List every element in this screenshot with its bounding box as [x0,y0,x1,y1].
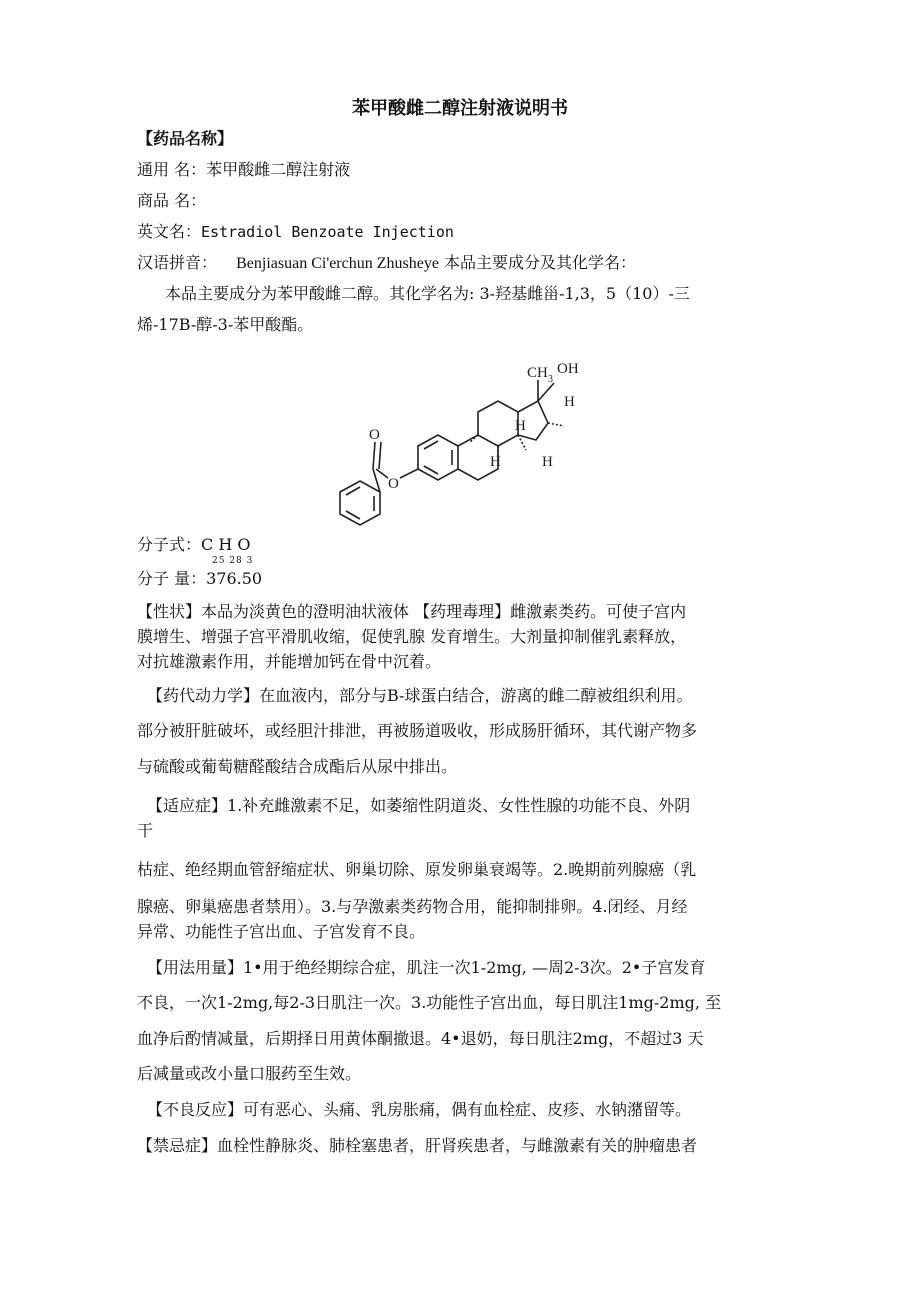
formula-subscripts: 25 28 3 [212,556,254,566]
pk-line-2: 部分被肝脏破坏，或经胆汁排泄，再被肠道吸收，形成肠肝循环，其代谢产物多 [137,721,698,740]
drug-name-header: 【药品名称】 [137,129,234,148]
molecular-weight: 分子 量：376.50 [137,569,263,588]
dosage-line-4: 后减量或改小量口服药至生效。 [137,1064,362,1083]
methyl-label: CH [527,365,548,381]
english-name-label: 英文名： [137,222,202,241]
english-name: Estradiol Benzoate Injection [201,223,454,241]
trade-name: 商品 名： [137,191,207,210]
h-label-17: H [564,394,575,410]
properties-line-1: 【性状】本品为淡黄色的澄明油状液体 【药理毒理】雌激素类药。可使子宫内 [137,602,687,621]
dosage-line-3: 血净后酌情减量，后期择日用黄体酮撤退。4•退奶，每日肌注2mg，不超过3 天 [137,1029,704,1048]
contraindications: 【禁忌症】血栓性静脉炎、肺栓塞患者，肝肾疾患者，与雌激素有关的肿瘤患者 [137,1136,698,1155]
molecular-formula: 分子式：C H O [137,535,251,554]
document-title: 苯甲酸雌二醇注射液说明书 [352,98,568,119]
indications-line-5: 异常、功能性子宫出血、子宫发育不良。 [137,922,426,941]
english-name-line [137,221,454,243]
pinyin-line [137,252,636,275]
indications-line-2: 干 [137,821,154,840]
ester-oxygen-label: O [388,476,399,492]
chemical-structure-diagram [300,350,630,535]
dosage-line-2: 不良，一次1-2mg,每2-3日肌注一次。3.功能性子宫出血，每日肌注1mg-2mg, 至 [137,993,722,1012]
h-label-9: H [490,454,501,470]
indications-line-4: 腺癌、卵巢癌患者禁用）。3.与孕激素类药物合用，能抑制排卵。4.闭经、月经 [137,897,688,916]
dosage-line-1: 【用法用量】1•用于绝经期综合症，肌注一次1-2mg, —周2-3次。2•子宫发育 [147,958,706,977]
pinyin-name: Benjiasuan Ci'erchun Zhusheye [236,255,439,272]
pinyin-label: 汉语拼音： [137,253,218,272]
pk-line-1: 【药代动力学】在血液内，部分与B-球蛋白结合，游离的雌二醇被组织利用。 [147,686,693,705]
properties-line-3: 对抗雄激素作用，并能增加钙在骨中沉着。 [137,652,442,671]
h-label-14: H [542,454,553,470]
carbonyl-oxygen-label: O [369,427,380,443]
pinyin-suffix: 本品主要成分及其化学名： [444,253,637,272]
indications-line-1: 【适应症】1.补充雌激素不足，如萎缩性阴道炎、女性性腺的功能不良、外阴 [147,796,691,815]
properties-line-2: 膜增生、增强子宫平滑肌收缩，促使乳腺 发育增生。大剂量抑制催乳素释放， [137,627,687,646]
methyl-subscript: 3 [548,374,553,385]
hydroxyl-label: OH [557,361,579,377]
component-line-1: 本品主要成分为苯甲酸雌二醇。其化学名为: 3-羟基雌甾-1,3，5（10）-三 [165,284,690,303]
pk-line-3: 与硫酸或葡萄糖醛酸结合成酯后从尿中排出。 [137,757,458,776]
component-line-2: 烯-17B-醇-3-苯甲酸酯。 [137,315,314,334]
h-label-8: H [515,418,526,434]
generic-name: 通用 名：苯甲酸雌二醇注射液 [137,160,351,179]
indications-line-3: 枯症、绝经期血管舒缩症状、卵巢切除、原发卵巢衰竭等。2.晚期前列腺癌（乳 [137,860,697,879]
adverse-reactions: 【不良反应】可有恶心、头痛、乳房胀痛，偶有血栓症、皮疹、水钠潴留等。 [147,1100,692,1119]
